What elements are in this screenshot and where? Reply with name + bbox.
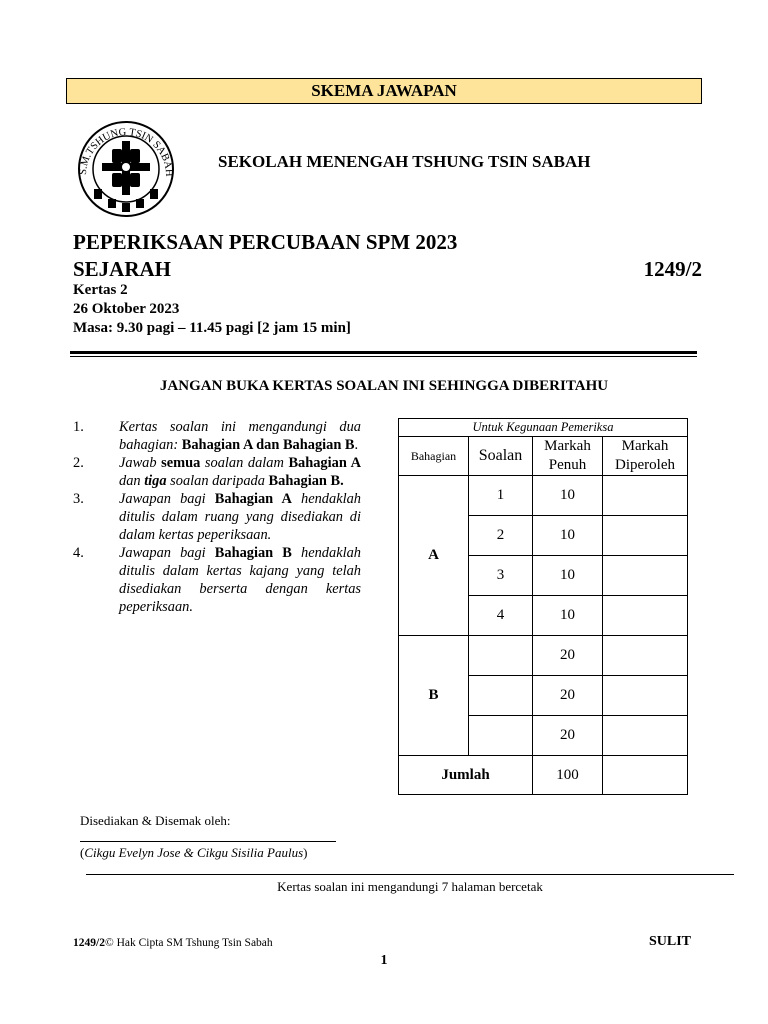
table-row: 2 10	[399, 516, 688, 556]
subject-title: SEJARAH	[73, 257, 172, 281]
instruction-item: 1. Kertas soalan ini mengandungi dua bahagian: Bahagian A dan Bahagian B.	[73, 419, 361, 453]
header-markah-penuh: Markah Penuh	[533, 437, 603, 476]
score-input-cell[interactable]	[603, 476, 688, 516]
instructions-list	[73, 418, 361, 616]
section-a-label: A	[399, 476, 469, 636]
examiner-marks-table	[398, 418, 688, 795]
table-row: 20	[399, 716, 688, 756]
exam-title: PEPERIKSAAN PERCUBAAN SPM 2023	[73, 230, 458, 254]
table-row: A 1 10	[399, 476, 688, 516]
header-soalan: Soalan	[469, 437, 533, 476]
table-row: 20	[399, 676, 688, 716]
page-count-note: Kertas soalan ini mengandungi 7 halaman bercetak	[277, 879, 543, 894]
total-value: 100	[533, 756, 603, 795]
divider-thick	[70, 351, 697, 354]
header-markah-diperoleh: Markah Diperoleh	[603, 437, 688, 476]
score-input-cell[interactable]	[603, 716, 688, 756]
school-logo	[72, 117, 180, 217]
footer-divider	[86, 874, 734, 875]
copyright-notice: 1249/2© Hak Cipta SM Tshung Tsin Sabah	[73, 937, 273, 949]
paper-number: Kertas 2	[73, 282, 128, 298]
header-bahagian: Bahagian	[399, 437, 469, 476]
instruction-item: 3. Jawapan bagi Bahagian A hendaklah ditulis dalam ruang yang disediakan di dalam kertas peperiksaan.	[73, 491, 361, 543]
answer-scheme-banner	[66, 78, 702, 104]
table-row: 3 10	[399, 556, 688, 596]
table-row: B 20	[399, 636, 688, 676]
signature-line	[80, 841, 336, 842]
section-b-label: B	[399, 636, 469, 756]
banner-text: SKEMA JAWAPAN	[311, 81, 457, 100]
score-input-cell[interactable]	[603, 516, 688, 556]
logo-text: S.M.TSHUNG TSIN SABAH	[77, 126, 175, 177]
preparer-names: (Cikgu Evelyn Jose & Cikgu Sisilia Paulus)	[80, 845, 308, 860]
instruction-item: 4. Jawapan bagi Bahagian B hendaklah ditulis dalam kertas kajang yang telah disediakan berserta dengan kertas peperiksaan.	[73, 545, 361, 615]
table-row: 4 10	[399, 596, 688, 636]
prepared-by-label: Disediakan & Disemak oleh:	[80, 813, 231, 828]
total-label: Jumlah	[399, 756, 533, 795]
exam-time: Masa: 9.30 pagi – 11.45 pagi [2 jam 15 min]	[73, 320, 351, 336]
score-input-cell[interactable]	[603, 756, 688, 795]
paper-code: 1249/2	[643, 257, 702, 281]
warning-notice: JANGAN BUKA KERTAS SOALAN INI SEHINGGA DIBERITAHU	[159, 378, 609, 394]
exam-date: 26 Oktober 2023	[73, 301, 180, 317]
classification-label: SULIT	[648, 934, 691, 949]
instruction-item: 2. Jawab semua soalan dalam Bahagian A dan tiga soalan daripada Bahagian B.	[73, 455, 361, 489]
school-name: SEKOLAH MENENGAH TSHUNG TSIN SABAH	[218, 152, 591, 171]
table-caption: Untuk Kegunaan Pemeriksa	[399, 419, 688, 437]
total-row	[399, 756, 688, 795]
page-number: 1	[380, 953, 388, 968]
score-input-cell[interactable]	[603, 676, 688, 716]
score-input-cell[interactable]	[603, 556, 688, 596]
divider-thin	[70, 356, 697, 357]
score-input-cell[interactable]	[603, 596, 688, 636]
score-input-cell[interactable]	[603, 636, 688, 676]
